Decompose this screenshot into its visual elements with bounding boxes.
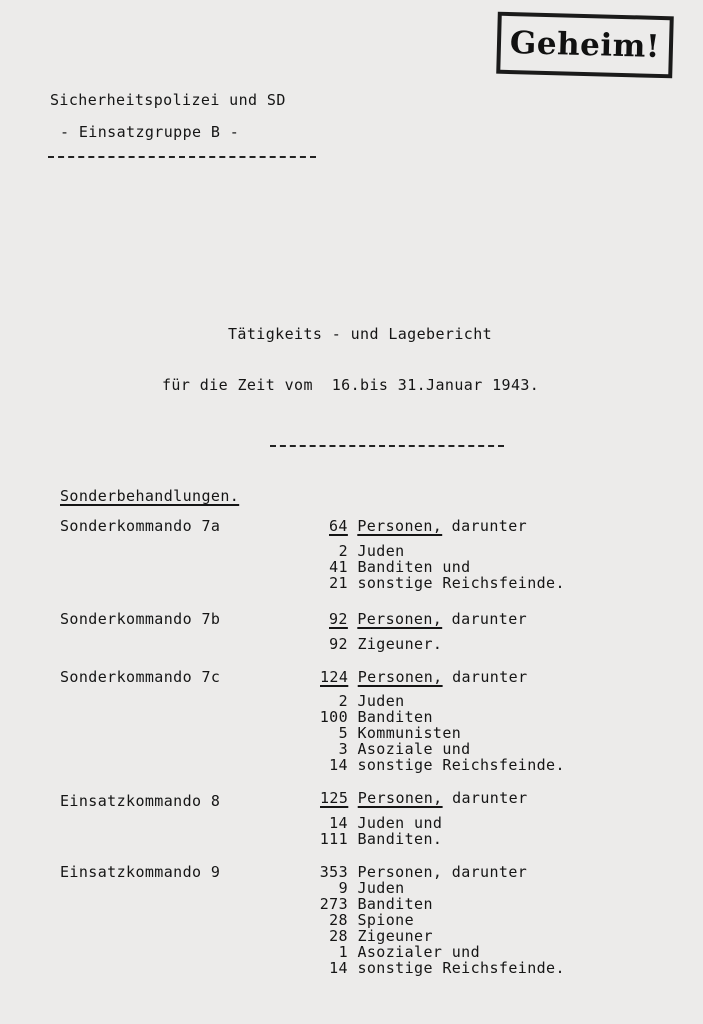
list-item [314,559,471,575]
list-item [314,709,433,725]
item-count: 28 [329,911,348,929]
item-count: 9 [338,879,348,897]
item-count: 92 [329,635,348,653]
header-divider [48,156,316,158]
list-item [314,896,433,912]
item-label: sonstige Reichsfeinde. [357,756,565,774]
item-label: Juden [357,542,405,560]
item-count: 2 [338,542,348,560]
list-item [314,815,442,831]
unit-total-suffix: darunter [451,610,528,628]
list-item [314,741,471,757]
item-count: 1 [338,943,348,961]
unit-total: 125 [320,789,349,807]
list-item [314,880,405,896]
item-label: Banditen und [357,558,471,576]
item-count: 273 [319,895,348,913]
item-label: Banditen [357,708,433,726]
unit-total-line [320,790,528,806]
list-item [314,928,433,944]
item-label: sonstige Reichsfeinde. [357,574,565,592]
unit-total-label: Personen, [357,610,443,628]
title-divider [270,445,504,447]
secret-stamp [496,12,674,79]
list-item [314,543,405,559]
unit-total: 64 [329,517,348,535]
item-count: 5 [338,724,348,742]
item-label: sonstige Reichsfeinde. [357,959,565,977]
item-label: Zigeuner [357,927,433,945]
item-count: 41 [329,558,348,576]
item-count: 3 [338,740,348,758]
item-label: Juden [357,692,405,710]
unit-total-line [320,669,528,685]
stamp-text: Geheim! [509,25,661,65]
unit-total: 92 [329,610,348,628]
item-count: 14 [329,756,348,774]
unit-total-label: Personen, [357,668,443,686]
item-count: 111 [319,830,348,848]
list-item [314,575,565,591]
item-count: 2 [338,692,348,710]
report-period: für die Zeit vom 16.bis 31.Januar 1943. [162,376,540,394]
item-label: Asoziale und [357,740,471,758]
item-count: 28 [329,927,348,945]
unit-name: Sonderkommando 7a [60,517,221,535]
item-label: Asozialer und [357,943,481,961]
header-line-2: - Einsatzgruppe B - [60,123,240,141]
unit-name: Sonderkommando 7c [60,668,221,686]
item-count: 14 [329,814,348,832]
item-label: Zigeuner. [357,635,443,653]
list-item [314,636,442,652]
list-item [314,725,461,741]
item-label: Banditen [357,895,433,913]
unit-total-label: Personen, [357,789,443,807]
item-label: Juden [357,879,405,897]
unit-total-label: Personen, [357,517,443,535]
header-line-1: Sicherheitspolizei und SD [50,91,286,109]
unit-name: Sonderkommando 7b [60,610,221,628]
list-item [314,944,480,960]
unit-total: 353 [319,863,348,881]
unit-name: Einsatzkommando 9 [60,863,221,881]
item-count: 100 [319,708,348,726]
list-item [314,757,565,773]
list-item [314,960,565,976]
unit-total-line [314,864,527,880]
unit-total-line [329,611,527,627]
item-label: Kommunisten [357,724,462,742]
section-heading: Sonderbehandlungen. [60,487,240,505]
item-count: 14 [329,959,348,977]
item-count: 21 [329,574,348,592]
unit-total-suffix: darunter [452,668,528,686]
unit-total-line [329,518,527,534]
unit-total-suffix: darunter [452,789,528,807]
unit-total-label: Personen, [357,863,443,881]
unit-total: 124 [320,668,349,686]
unit-name: Einsatzkommando 8 [60,792,221,810]
report-title: Tätigkeits - und Lagebericht [228,325,493,343]
unit-total-suffix: darunter [451,517,528,535]
unit-total-suffix: darunter [451,863,528,881]
item-label: Juden und [357,814,443,832]
item-label: Spione [357,911,415,929]
item-label: Banditen. [357,830,443,848]
list-item [314,693,405,709]
list-item [314,912,414,928]
list-item [314,831,442,847]
